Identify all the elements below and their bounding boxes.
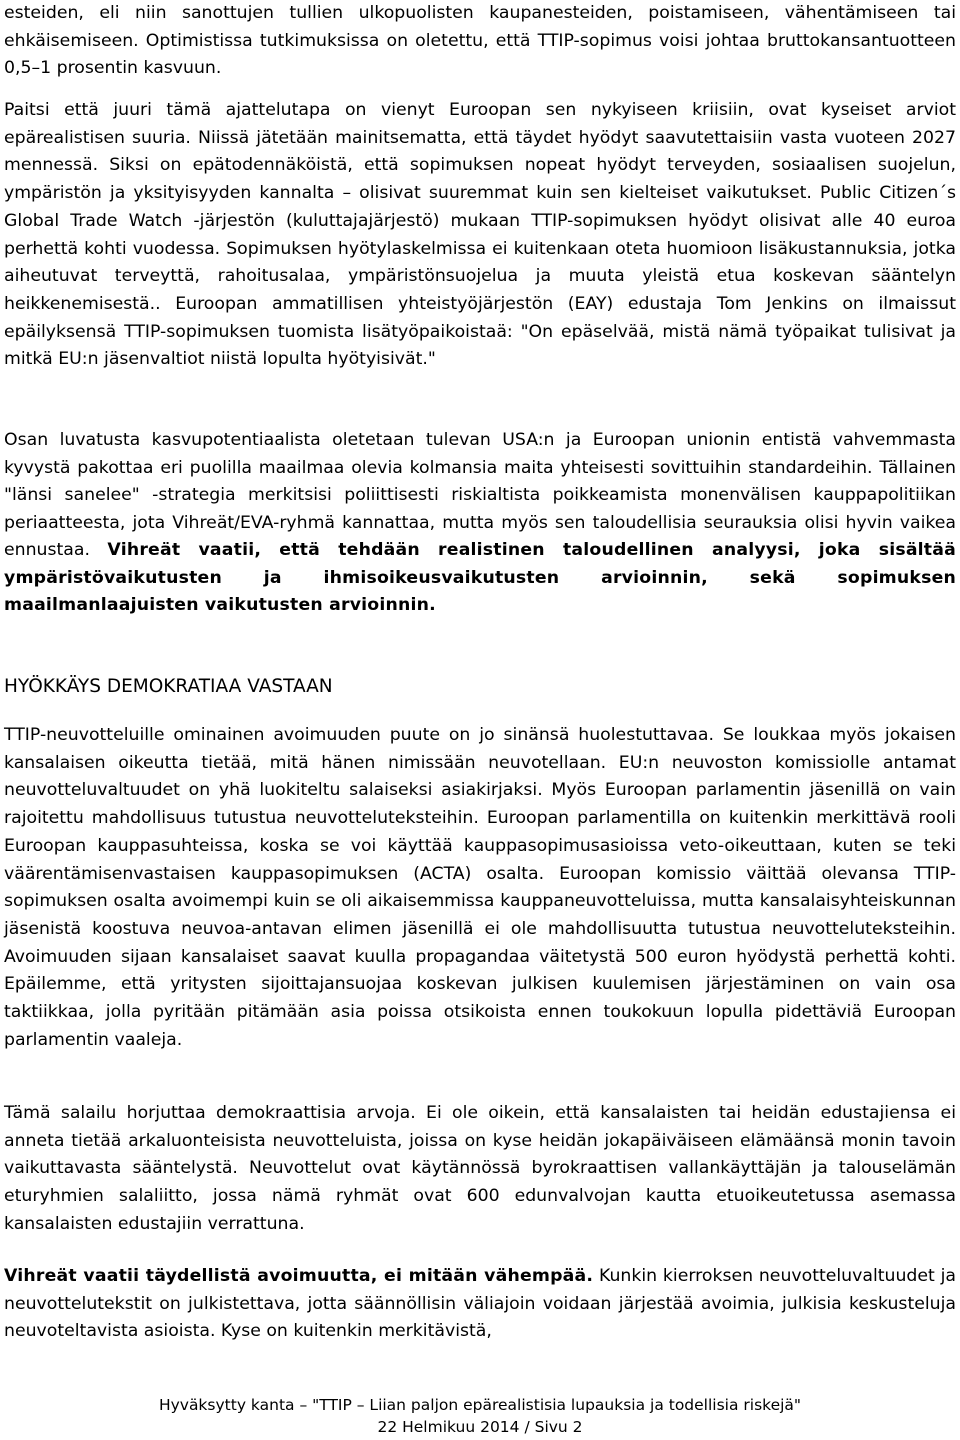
paragraph-estimates: Paitsi että juuri tämä ajattelutapa on vienyt Euroopan sen nykyiseen kriisiin, ovat kyseiset arviot epärealistisen suuria. Niissä jätetään mainitsematta, että täydet hyödyt saavutettaisiin vasta vuoteen 2027 mennessä. Siksi on epätodennäköistä, että sopimuksen nopeat hyödyt terveyden, sosiaalisen suojelun, ympäristön ja yksityisyyden kannalta – olisivat suuremmat kuin sen kielteiset vaikutukset. Public Citizen´s Global Trade Watch -järjestön (kuluttajajärjestö) mukaan TTIP-sopimuksen hyödyt olisivat alle 40 euroa perhettä kohti vuodessa. Sopimuksen hyötylaskelmissa ei kuitenkaan oteta huomioon lisäkustannuksia, jotka aiheutuvat terveyttä, rahoitusalaa, ympäristönsuojelua ja muuta yleistä etua koskevan sääntelyn heikkenemisestä.. Euroopan ammatillisen yhteistyöjärjestön (EAY) edustaja Tom Jenkins on ilmaissut epäilyksensä TTIP-sopimuksen tuomista lisätyöpaikoistaä: "On epäselvää, mistä nämä työpaikat tulisivat ja mitkä EU:n jäsenvaltiot niistä lopulta hyötyisivät." [4,100,956,370]
paragraph-secrecy: Tämä salailu horjuttaa demokraattisia arvoja. Ei ole oikein, että kansalaisten tai heidän edustajiensa ei anneta tietää arkaluonteisista neuvotteluista, joissa on kyse heidän jokapäiväiseen elämäänsä monin tavoin vaikuttavasta sääntelystä. Neuvottelut ovat käytännössä byrokraattisen vallankäyttäjän ja talouselämän eturyhmien salaliitto, jossa nämä ryhmät ovat 600 edunvalvojan kautta etuoikeutetussa asemassa kansalaisten edustajiin verrattuna. [4,1103,956,1234]
paragraph-growth [4,427,956,620]
footer [4,1394,956,1438]
paragraph-growth-text: Osan luvatusta kasvupotentiaalista oletetaan tulevan USA:n ja Euroopan unionin entistä vahvemmasta kyvystä pakottaa eri puolilla maailmaa olevia kolmansia maita yhteisesti sovittuihin standardeihin. Tällainen "länsi sanelee" -strategia merkitsisi poliittisesti riskialtista poikkeamista monenvälisen kauppapolitiikan periaatteesta, jota Vihreät/EVA-ryhmä kannattaa, mutta myös sen taloudellisia seurauksia olisi hyvin vaikea ennustaa. [4,430,956,560]
paragraph-openness [4,1263,956,1346]
paragraph-growth-demand: Vihreät vaatii, että tehdään realistinen taloudellinen analyysi, joka sisältää ympäristövaikutusten ja ihmisoikeusvaikutusten arvioinnin, sekä sopimuksen maailmanlaajuisten vaikutusten arvioinnin. [4,540,956,615]
paragraph-transparency: TTIP-neuvotteluille ominainen avoimuuden puute on jo sinänsä huolestuttavaa. Se loukkaa myös jokaisen kansalaisen oikeutta tietää, mitä hänen nimissään neuvotellaan. EU:n neuvoston komissiolle antamat neuvotteluvaltuudet on yhä luokiteltu salaiseksi asiakirjaksi. Myös Euroopan parlamentin jäsenillä on vain rajoitettu mahdollisuus tutustua neuvotteluteksteihin. Euroopan parlamentilla on kuitenkin merkittävä rooli Euroopan kauppasuhteissa, koska se voi käyttää kauppasopimusasioissa veto-oikeuttaan, kuten se teki väärentämisenvastaisen kauppasopimuksen (ACTA) osalta. Euroopan komissio väittää olevansa TTIP-sopimuksen osalta avoimempi kuin se oli aikaisemmissa kauppaneuvotteluissa, mutta kansalaisyhteiskunnan jäsenistä koostuva neuvoa-antavan elimen jäsenillä ei ole mahdollisuutta tutustua neuvotteluteksteihin. Avoimuuden sijaan kansalaiset saavat kuulla propagandaa väitetystä 500 euron hyödystä perhettä kohti. Epäilemme, että yritysten sijoittajansuojaa koskevan julkisen kuulemisen järjestäminen on vain osa taktiikkaa, jolla pyritään pitämään asia poissa otsikoista ennen toukokuun lopulla pidettäviä Euroopan parlamentin vaaleja. [4,725,956,1050]
document-page [4,0,956,1440]
footer-date-page: 22 Helmikuu 2014 / Sivu 2 [377,1418,583,1436]
footer-title: Hyväksytty kanta – "TTIP – Liian paljon epärealistisia lupauksia ja todellisia riskejä" [158,1396,802,1414]
section-heading: HYÖKKÄYS DEMOKRATIAA VASTAAN [4,676,333,697]
paragraph-intro: esteiden, eli niin sanottujen tullien ulkopuolisten kaupanesteiden, poistamiseen, vähentämiseen tai ehkäisemiseen. Optimistissa tutkimuksissa on oletettu, että TTIP-sopimus voisi johtaa bruttokansantuotteen 0,5–1 prosentin kasvuun. [4,3,956,79]
paragraph-openness-text: Kunkin kierroksen neuvotteluvaltuudet ja neuvottelutekstit on julkistettava, jotta säännöllisin väliajoin voidaan järjestää avoimia, julkisia keskusteluja neuvoteltavista asioista. Kyse on kuitenkin merkitävistä, [4,1266,956,1342]
paragraph-openness-demand: Vihreät vaatii täydellistä avoimuutta, ei mitään vähempää. [4,1266,594,1286]
